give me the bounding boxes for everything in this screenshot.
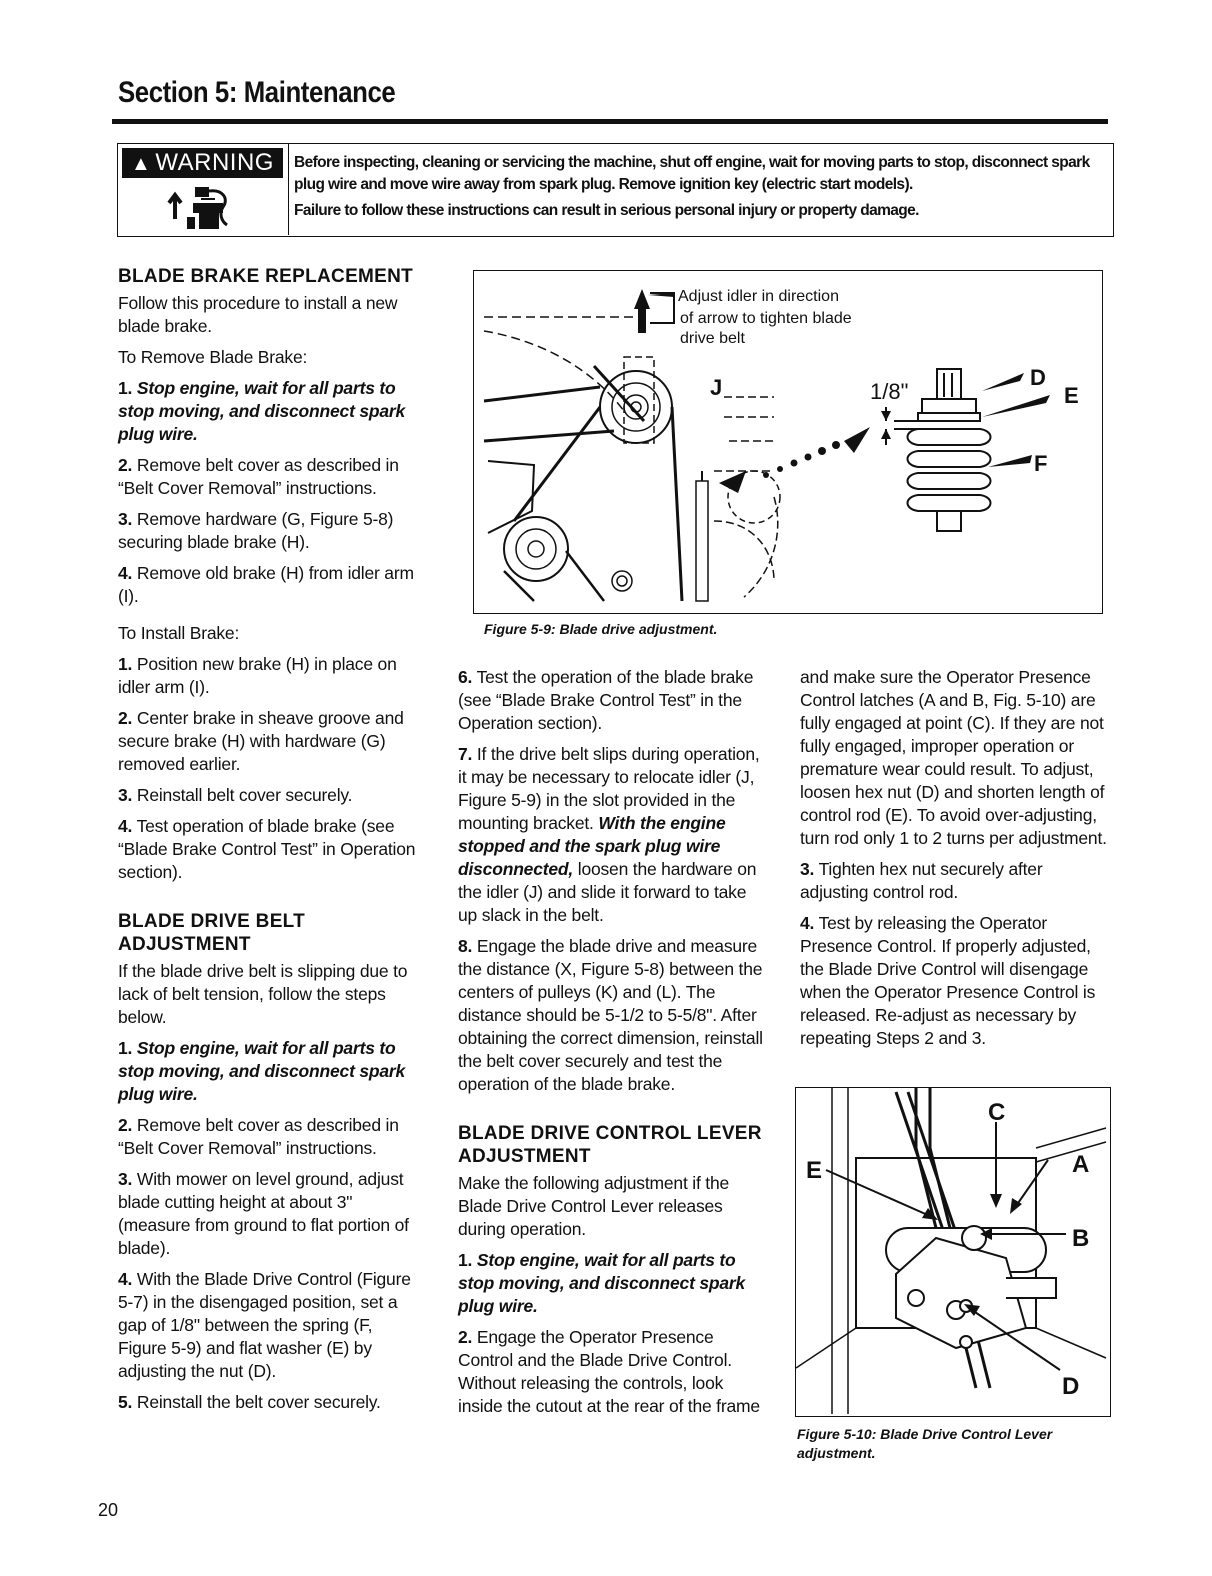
warning-box (117, 143, 1114, 237)
list-item: 3. Reinstall belt cover securely. (118, 785, 353, 805)
label-j: J (710, 375, 723, 400)
list-item: 1. Stop engine, wait for all parts to stop moving, and disconnect spark plug wire. (118, 1038, 406, 1104)
warning-line-2: Failure to follow these instructions can result in serious personal injury or property damage. (294, 202, 919, 219)
list-item: 1. Stop engine, wait for all parts to stop moving, and disconnect spark plug wire. (458, 1250, 746, 1316)
warning-line-1: Before inspecting, cleaning or servicing the machine, shut off engine, wait for moving parts to stop, disconnect spark plug wire and move wire away from spark plug. Remove ignition key (electric start models). (294, 154, 1090, 193)
subheading: To Install Brake: (118, 623, 240, 643)
warning-text (294, 152, 1106, 222)
figure-5-9 (473, 270, 1103, 614)
warning-icon-panel (118, 144, 289, 235)
callout-line-1: Adjust idler in direction (678, 288, 839, 305)
callout-line-3: drive belt (680, 330, 745, 347)
list-item: 2. Remove belt cover as described in “Belt Cover Removal” instructions. (118, 455, 399, 498)
blade-drive-diagram (474, 271, 1101, 612)
label-a: A (1072, 1151, 1090, 1178)
list-item: 4. Test by releasing the Operator Presence Control. If properly adjusted, the Blade Drive Control will disengage when the Operator Presence Control is released. Re-adjust as necessary by repeating Steps 2 and 3. (800, 913, 1096, 1048)
list-item: 2. Center brake in sheave groove and secure brake (H) with hardware (G) removed earlier. (118, 708, 404, 774)
list-item: 3. Tighten hex nut securely after adjusting control rod. (800, 859, 1043, 902)
label-e: E (806, 1157, 823, 1184)
label-c: C (988, 1099, 1006, 1126)
gap-label: 1/8" (870, 379, 909, 404)
title-rule (112, 119, 1108, 124)
list-item: 2. Engage the Operator Presence Control and the Blade Drive Control. Without releasing the controls, look inside the cutout at the rear of the frame (458, 1327, 760, 1416)
column-1 (118, 265, 420, 1422)
control-lever-diagram (796, 1088, 1109, 1415)
paragraph: and make sure the Operator Presence Control latches (A and B, Fig. 5-10) are fully engaged at point (C). If they are not fully engaged, improper operation or premature wear could result. To adjust, loosen hex nut (D) and shorten length of control rod (E). To avoid over-adjusting, turn rod only 1 to 2 turns per adjustment. (800, 667, 1107, 848)
paragraph: If the blade drive belt is slipping due to lack of belt tension, follow the steps below. (118, 961, 408, 1027)
label-b: B (1072, 1225, 1090, 1252)
heading-blade-brake-replacement: BLADE BRAKE REPLACEMENT (118, 266, 414, 287)
figure-5-9-caption: Figure 5-9: Blade drive adjustment. (484, 621, 718, 637)
list-item: 2. Remove belt cover as described in “Belt Cover Removal” instructions. (118, 1115, 399, 1158)
warning-triangle-icon: ▲ (131, 153, 152, 175)
paragraph: Follow this procedure to install a new blade brake. (118, 293, 398, 336)
page-title: Section 5: Maintenance (118, 76, 396, 109)
page-number: 20 (98, 1500, 119, 1520)
warning-label: WARNING (155, 149, 274, 176)
label-e: E (1064, 383, 1079, 408)
column-2 (458, 666, 768, 1426)
list-item: 1. Stop engine, wait for all parts to stop moving, and disconnect spark plug wire. (118, 378, 406, 444)
callout-line-2: of arrow to tighten blade (680, 310, 852, 327)
label-d: D (1030, 365, 1046, 390)
spark-plug-disconnect-icon (123, 181, 283, 233)
list-item: 5. Reinstall the belt cover securely. (118, 1392, 381, 1412)
list-item: 4. Test operation of blade brake (see “Blade Brake Control Test” in Operation section). (118, 816, 416, 882)
warning-header (122, 148, 283, 178)
list-item: 1. Position new brake (H) in place on idler arm (I). (118, 654, 397, 697)
heading-blade-drive-control-lever-adjustment: BLADE DRIVE CONTROL LEVER ADJUSTMENT (458, 1123, 762, 1167)
list-item: 8. Engage the blade drive and measure the distance (X, Figure 5-8) between the centers of pulleys (K) and (L). The distance should be 5-1/2 to 5-5/8". After obtaining the correct dimension, reinstall the belt cover securely and test the operation of the blade brake. (458, 936, 763, 1094)
list-item: 6. Test the operation of the blade brake (see “Blade Brake Control Test” in the Operation section). (458, 667, 754, 733)
label-d: D (1062, 1373, 1080, 1400)
list-item: 3. Remove hardware (G, Figure 5-8) securing blade brake (H). (118, 509, 394, 552)
figure-5-10-caption: Figure 5-10: Blade Drive Control Lever adjustment. (797, 1426, 1053, 1461)
list-item: 7. If the drive belt slips during operation, it may be necessary to relocate idler (J, Figure 5-9) in the slot provided in the mounting bracket. With the engine stopped and the spark plug wire disconnected, loosen the hardware on the idler (J) and slide it forward to take up slack in the belt. (458, 744, 760, 925)
column-3 (800, 666, 1112, 1058)
label-f: F (1034, 451, 1048, 476)
paragraph: Make the following adjustment if the Blade Drive Control Lever releases during operation. (458, 1173, 730, 1239)
heading-blade-drive-belt-adjustment: BLADE DRIVE BELT ADJUSTMENT (118, 911, 306, 955)
list-item: 3. With mower on level ground, adjust blade cutting height at about 3" (measure from ground to flat portion of blade). (118, 1169, 409, 1258)
figure-5-10 (795, 1087, 1111, 1417)
list-item: 4. Remove old brake (H) from idler arm (I). (118, 563, 414, 606)
list-item: 4. With the Blade Drive Control (Figure 5-7) in the disengaged position, set a gap of 1/8" between the spring (F, Figure 5-9) and flat washer (E) by adjusting the nut (D). (118, 1269, 411, 1381)
subheading: To Remove Blade Brake: (118, 347, 308, 367)
